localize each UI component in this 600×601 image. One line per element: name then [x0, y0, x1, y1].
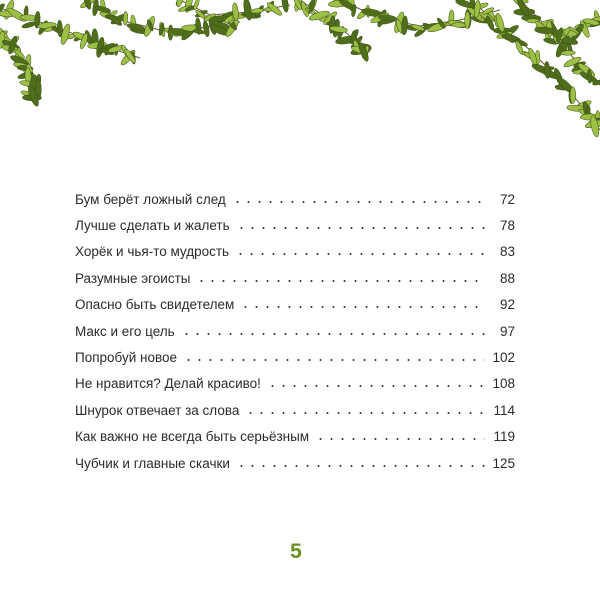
- toc-entry-title: Шнурок отвечает за слова: [75, 402, 240, 418]
- toc-entry-title: Лучше сделать и жалеть: [75, 218, 230, 234]
- leaf: [250, 8, 264, 14]
- toc-entry-page: 125: [492, 455, 515, 471]
- dot-leader: [238, 306, 485, 308]
- leaf: [570, 87, 576, 104]
- toc-entry-page: 114: [493, 402, 515, 418]
- toc-entry[interactable]: [75, 239, 515, 265]
- toc-entry-title: Чубчик и главные скачки: [75, 455, 230, 471]
- toc-entry-title: Бум берёт ложный след: [75, 191, 226, 207]
- toc-entry[interactable]: [75, 212, 515, 238]
- toc-entry[interactable]: [75, 450, 515, 476]
- dot-leader: [234, 227, 485, 229]
- toc-entry-page: 92: [499, 297, 515, 313]
- toc-entry-page: 78: [499, 218, 515, 234]
- toc-entry[interactable]: [75, 371, 515, 397]
- toc-entry[interactable]: [75, 344, 515, 370]
- leaf: [452, 22, 466, 27]
- dot-leader: [265, 385, 485, 387]
- leaf: [465, 12, 471, 29]
- dot-leader: [181, 359, 485, 361]
- toc-entry[interactable]: [75, 265, 515, 291]
- toc-entry-page: 72: [499, 191, 515, 207]
- toc-entry-page: 102: [492, 350, 515, 366]
- toc-entry-title: Хорёк и чья-то мудрость: [75, 244, 230, 260]
- foliage-illustration: [0, 0, 600, 150]
- toc-entry-page: 119: [493, 429, 515, 445]
- dot-leader: [194, 280, 485, 282]
- leaf: [193, 0, 201, 10]
- toc-entry-page: 83: [499, 244, 515, 260]
- toc-entry-title: Не нравится? Делай красиво!: [75, 376, 261, 392]
- dot-leader: [313, 438, 485, 440]
- leaf: [544, 61, 551, 78]
- toc-entry[interactable]: [75, 186, 515, 212]
- toc-entry-page: 97: [499, 323, 515, 339]
- toc-entry-page: 88: [499, 270, 515, 286]
- toc-entry-page: 108: [492, 376, 515, 392]
- toc-entry-title: Макс и его цель: [75, 323, 175, 339]
- toc-entry[interactable]: [75, 397, 515, 423]
- toc-entry[interactable]: [75, 292, 515, 318]
- dot-leader: [230, 201, 485, 203]
- toc-entry[interactable]: [75, 424, 515, 450]
- toc-entry-title: Опасно быть свидетелем: [75, 297, 235, 313]
- dot-leader: [234, 465, 485, 467]
- toc-entry-title: Разумные эгоисты: [75, 270, 191, 286]
- toc-entry-title: Как важно не всегда быть серьёзным: [75, 429, 310, 445]
- leaf: [193, 29, 205, 35]
- dot-leader: [179, 333, 485, 335]
- table-of-contents: [75, 186, 515, 476]
- toc-entry-title: Попробуй новое: [75, 350, 178, 366]
- leaf: [123, 11, 128, 25]
- leaf: [561, 50, 575, 55]
- dot-leader: [243, 412, 485, 414]
- toc-entry[interactable]: [75, 318, 515, 344]
- dot-leader: [233, 253, 485, 255]
- page-number: 5: [290, 540, 302, 563]
